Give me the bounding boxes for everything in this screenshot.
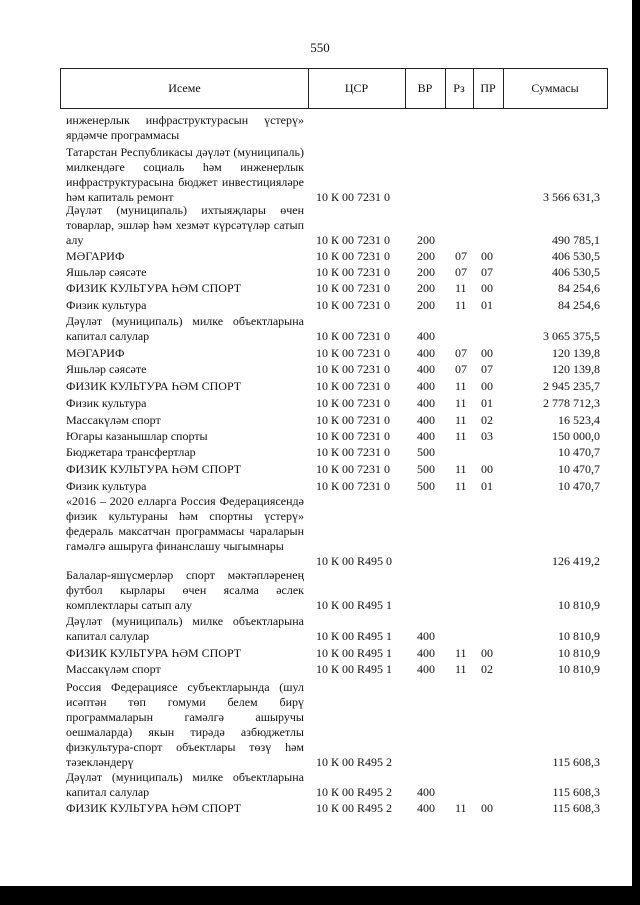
table-row bbox=[0, 280, 640, 296]
row-name: ФИЗИК КУЛЬТУРА ҺӘМ СПОРТ bbox=[66, 646, 242, 660]
row-pr: 00 bbox=[481, 379, 493, 393]
row-vr: 400 bbox=[417, 346, 435, 360]
row-pr: 07 bbox=[481, 362, 493, 376]
table-row bbox=[0, 661, 640, 677]
row-csr: 10 К 00 R495 1 bbox=[316, 646, 393, 660]
table-row bbox=[0, 800, 640, 816]
table-row bbox=[0, 614, 640, 644]
row-csr: 10 К 00 7231 0 bbox=[316, 379, 391, 393]
header-vr: ВР bbox=[405, 69, 446, 108]
row-name: Яшьләр сәясәте bbox=[66, 265, 147, 279]
row-name: Дәүләт (муниципаль) милке объектларына капитал салулар bbox=[66, 314, 304, 343]
row-name: Югары казанышлар спорты bbox=[66, 429, 208, 443]
row-vr: 400 bbox=[417, 646, 435, 660]
table-row bbox=[0, 568, 640, 613]
row-pr: 01 bbox=[481, 396, 493, 410]
scan-edge-bottom bbox=[0, 886, 640, 905]
row-csr: 10 К 00 7231 0 bbox=[316, 413, 391, 427]
row-rz: 11 bbox=[455, 298, 467, 312]
row-pr: 00 bbox=[481, 281, 493, 295]
table-row bbox=[0, 314, 640, 344]
row-name: Физик культура bbox=[66, 479, 147, 493]
row-sum: 115 608,3 bbox=[552, 755, 600, 769]
row-pr: 03 bbox=[481, 429, 493, 443]
row-csr: 10 К 00 7231 0 bbox=[316, 396, 391, 410]
row-csr: 10 К 00 7231 0 bbox=[316, 190, 391, 204]
row-rz: 07 bbox=[455, 346, 467, 360]
row-csr: 10 К 00 R495 2 bbox=[316, 801, 393, 815]
row-vr: 400 bbox=[417, 362, 435, 376]
row-csr: 10 К 00 7231 0 bbox=[316, 462, 391, 476]
table-row bbox=[0, 478, 640, 494]
row-vr: 400 bbox=[417, 662, 435, 676]
row-sum: 2 778 712,3 bbox=[543, 396, 600, 410]
row-name: Яшьләр сәясәте bbox=[66, 362, 147, 376]
row-csr: 10 К 00 R495 1 bbox=[316, 629, 393, 643]
row-name: Массакүләм спорт bbox=[66, 662, 161, 676]
table-row bbox=[0, 203, 640, 248]
row-pr: 00 bbox=[481, 462, 493, 476]
row-pr: 02 bbox=[481, 662, 493, 676]
row-sum: 120 139,8 bbox=[552, 362, 600, 376]
table-row bbox=[0, 494, 640, 569]
row-vr: 200 bbox=[417, 298, 435, 312]
row-sum: 120 139,8 bbox=[552, 346, 600, 360]
row-name: Физик культура bbox=[66, 298, 147, 312]
row-sum: 10 470,7 bbox=[558, 445, 600, 459]
row-rz: 11 bbox=[455, 646, 467, 660]
row-vr: 400 bbox=[417, 396, 435, 410]
row-sum: 10 810,9 bbox=[558, 646, 600, 660]
row-csr: 10 К 00 R495 0 bbox=[316, 554, 393, 568]
header-sum: Суммасы bbox=[531, 81, 579, 95]
row-name: Физик культура bbox=[66, 396, 147, 410]
table-row bbox=[0, 428, 640, 444]
row-vr: 400 bbox=[417, 629, 435, 643]
row-csr: 10 К 00 R495 2 bbox=[316, 755, 393, 769]
row-csr: 10 К 00 7231 0 bbox=[316, 298, 391, 312]
header-csr: ЦСР bbox=[308, 69, 406, 108]
row-name: МӘГАРИФ bbox=[66, 249, 125, 263]
row-rz: 07 bbox=[455, 265, 467, 279]
row-name: ФИЗИК КУЛЬТУРА ҺӘМ СПОРТ bbox=[66, 281, 242, 295]
row-vr: 400 bbox=[417, 329, 435, 343]
table-header bbox=[60, 68, 608, 109]
row-name: Дәүләт (муниципаль) милке объектларына капитал салулар bbox=[66, 770, 304, 799]
row-pr: 07 bbox=[481, 265, 493, 279]
row-rz: 07 bbox=[455, 362, 467, 376]
row-name: ФИЗИК КУЛЬТУРА ҺӘМ СПОРТ bbox=[66, 379, 242, 393]
row-name: Россия Федерациясе субъектларында (шул исәптән төп гомуми белем бирү программаларын гамәлгә ашыручы оешмаларда) якын тирәдә азбюджетлы физкультура-спорт объектлары төзү һәм тәзекләндерү bbox=[66, 680, 304, 769]
row-pr: 00 bbox=[481, 346, 493, 360]
row-csr: 10 К 00 7231 0 bbox=[316, 429, 391, 443]
row-sum: 10 810,9 bbox=[558, 598, 600, 612]
table-row bbox=[0, 645, 640, 661]
row-sum: 10 810,9 bbox=[558, 629, 600, 643]
table-row bbox=[0, 264, 640, 280]
row-csr: 10 К 00 7231 0 bbox=[316, 233, 391, 247]
table-row bbox=[0, 412, 640, 428]
table-row bbox=[0, 378, 640, 394]
row-name: «2016 – 2020 елларга Россия Федерациясендә физик культураны һәм спортны үстерү» федераль максатчан программасы чараларын гамәлгә ашыруга финанслашу чыгымнары bbox=[66, 494, 304, 553]
row-pr: 00 bbox=[481, 646, 493, 660]
table-row bbox=[0, 444, 640, 460]
row-sum: 3 566 631,3 bbox=[543, 190, 600, 204]
table-row bbox=[0, 361, 640, 377]
page-number: 550 bbox=[310, 40, 330, 55]
row-sum: 84 254,6 bbox=[558, 281, 600, 295]
row-csr: 10 К 00 R495 1 bbox=[316, 662, 393, 676]
row-sum: 2 945 235,7 bbox=[543, 379, 600, 393]
row-sum: 150 000,0 bbox=[552, 429, 600, 443]
row-csr: 10 К 00 7231 0 bbox=[316, 445, 391, 459]
row-sum: 115 608,3 bbox=[552, 785, 600, 799]
row-rz: 11 bbox=[455, 429, 467, 443]
table-row bbox=[0, 680, 640, 770]
table-row bbox=[0, 297, 640, 313]
row-rz: 11 bbox=[455, 462, 467, 476]
header-pr: ПР bbox=[473, 69, 504, 108]
row-vr: 400 bbox=[417, 785, 435, 799]
row-name: Дәүләт (муниципаль) ихтыяҗлары өчен товарлар, эшләр һәм хезмәт күрсәтүләр сатып алу bbox=[66, 203, 304, 247]
row-name: ФИЗИК КУЛЬТУРА ҺӘМ СПОРТ bbox=[66, 801, 242, 815]
row-rz: 11 bbox=[455, 396, 467, 410]
row-sum: 84 254,6 bbox=[558, 298, 600, 312]
table-row bbox=[0, 395, 640, 411]
row-pr: 02 bbox=[481, 413, 493, 427]
row-csr: 10 К 00 7231 0 bbox=[316, 479, 391, 493]
row-pr: 00 bbox=[481, 801, 493, 815]
row-pr: 01 bbox=[481, 479, 493, 493]
row-sum: 10 470,7 bbox=[558, 462, 600, 476]
row-vr: 200 bbox=[417, 249, 435, 263]
scan-edge-right bbox=[632, 0, 640, 905]
row-sum: 406 530,5 bbox=[552, 249, 600, 263]
row-pr: 01 bbox=[481, 298, 493, 312]
table-row bbox=[0, 461, 640, 477]
row-rz: 11 bbox=[455, 479, 467, 493]
row-sum: 126 419,2 bbox=[552, 554, 600, 568]
row-vr: 400 bbox=[417, 801, 435, 815]
row-csr: 10 К 00 7231 0 bbox=[316, 329, 391, 343]
row-vr: 500 bbox=[417, 445, 435, 459]
header-name: Исеме bbox=[61, 69, 309, 108]
row-sum: 406 530,5 bbox=[552, 265, 600, 279]
row-pr: 00 bbox=[481, 249, 493, 263]
row-vr: 200 bbox=[417, 265, 435, 279]
row-csr: 10 К 00 R495 1 bbox=[316, 598, 393, 612]
row-vr: 400 bbox=[417, 429, 435, 443]
table-row bbox=[0, 770, 640, 800]
table-row bbox=[0, 345, 640, 361]
row-rz: 11 bbox=[455, 281, 467, 295]
row-sum: 10 810,9 bbox=[558, 662, 600, 676]
row-name: Дәүләт (муниципаль) милке объектларына капитал салулар bbox=[66, 614, 304, 643]
row-vr: 500 bbox=[417, 479, 435, 493]
row-rz: 11 bbox=[455, 662, 467, 676]
row-csr: 10 К 00 7231 0 bbox=[316, 249, 391, 263]
row-rz: 11 bbox=[455, 379, 467, 393]
row-name: Бюджетара трансфертлар bbox=[66, 445, 196, 459]
row-csr: 10 К 00 R495 2 bbox=[316, 785, 393, 799]
row-name: ФИЗИК КУЛЬТУРА ҺӘМ СПОРТ bbox=[66, 462, 242, 476]
row-csr: 10 К 00 7231 0 bbox=[316, 362, 391, 376]
row-csr: 10 К 00 7231 0 bbox=[316, 281, 391, 295]
row-vr: 500 bbox=[417, 462, 435, 476]
row-rz: 07 bbox=[455, 249, 467, 263]
row-vr: 400 bbox=[417, 413, 435, 427]
row-name: Массакүләм спорт bbox=[66, 413, 161, 427]
table-row bbox=[0, 113, 640, 143]
row-vr: 400 bbox=[417, 379, 435, 393]
row-rz: 11 bbox=[455, 413, 467, 427]
row-vr: 200 bbox=[417, 281, 435, 295]
row-sum: 490 785,1 bbox=[552, 233, 600, 247]
header-rz: Рз bbox=[445, 69, 474, 108]
row-csr: 10 К 00 7231 0 bbox=[316, 265, 391, 279]
row-name: МӘГАРИФ bbox=[66, 346, 125, 360]
table-row bbox=[0, 248, 640, 264]
row-csr: 10 К 00 7231 0 bbox=[316, 346, 391, 360]
row-sum: 115 608,3 bbox=[552, 801, 600, 815]
table-row bbox=[0, 145, 640, 205]
row-name: Балалар-яшүсмерләр спорт мәктәпләренең футбол кырлары өчен ясалма әслек комплектлары сатып алу bbox=[66, 568, 304, 612]
row-rz: 11 bbox=[455, 801, 467, 815]
row-vr: 200 bbox=[417, 233, 435, 247]
row-name: инженерлык инфраструктурасын үстерү» ярдәмче программасы bbox=[66, 113, 304, 142]
row-sum: 10 470,7 bbox=[558, 479, 600, 493]
row-name: Татарстан Республикасы дәүләт (муниципаль) милкендәге социаль һәм инженерлык инфраструктурасына бюджет инвестицияләре һәм капиталь ремонт bbox=[66, 145, 304, 204]
row-sum: 16 523,4 bbox=[558, 413, 600, 427]
row-sum: 3 065 375,5 bbox=[543, 329, 600, 343]
